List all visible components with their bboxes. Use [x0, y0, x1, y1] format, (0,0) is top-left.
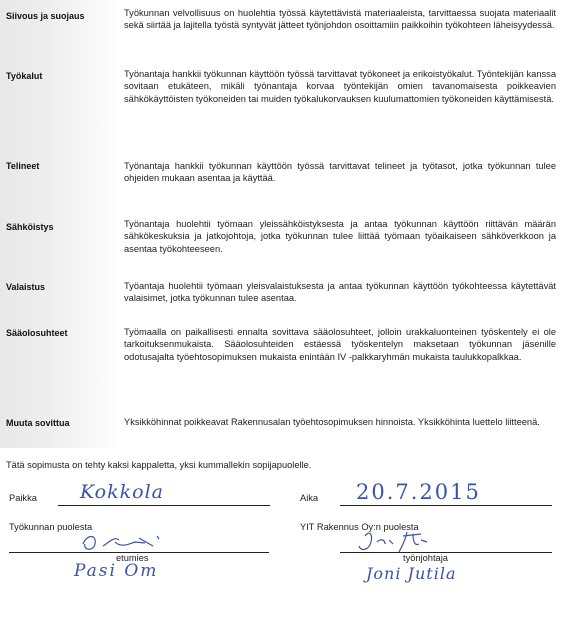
section-label-siivous: Siivous ja suojaus	[6, 11, 85, 21]
section-label-sahkoistys: Sähköistys	[6, 222, 54, 232]
section-label-muuta: Muuta sovittua	[6, 418, 70, 428]
role-right: työnjohtaja	[403, 553, 448, 563]
section-text-tyokalut: Työnantaja hankkii työkunnan käyttöön työssä tarvittavat työkoneet ja erikoistyökalut. Työntekijän kanssa sovitaan etukäteen, mikäli työnantaja korvaa työntekijän omien tavanomaisesta poikkeavien sähkökäyttöisten työkoneiden tai muiden työkalukorvauksen kuulumattomien työkoneiden käyttämisestä.	[124, 69, 556, 104]
section-text-muuta: Yksikköhinnat poikkeavat Rakennusalan työehtosopimuksen hinnoista. Yksikköhinta luettelo liitteenä.	[124, 417, 540, 427]
date-line	[340, 505, 552, 506]
party-left: Työkunnan puolesta	[9, 522, 93, 532]
place-line	[58, 505, 270, 506]
section-text-telineet: Työnantaja hankkii työkunnan käyttöön työssä tarvittavat telineet ja työtasot, jotka työkunnan tulee ohjeiden mukaan asentaa ja käyttää.	[124, 161, 556, 184]
section-label-valaistus: Valaistus	[6, 282, 46, 292]
section-label-saaolosuhteet: Sääolosuhteet	[6, 328, 68, 338]
date-value: 20.7.2015	[356, 480, 481, 504]
signer-right: Joni Jutila	[366, 564, 457, 583]
section-text-saaolosuhteet: Työmaalla on paikallisesti ennalta sovittava sääolosuhteet, jolloin urakkaluonteinen työskentely ei ole tarkoituksenmukaista. Sääolosuhteiden estäessä työskentelyn maksetaan työkunnan jäsenille odotusajalta työehtosopimuksen mukaista enintään IV -palkkaryhmän mukaista taulukkopalkkaa.	[124, 327, 556, 362]
agreement-note: Tätä sopimusta on tehty kaksi kappaletta, yksi kummallekin sopijapuolelle.	[6, 460, 312, 470]
section-label-telineet: Telineet	[6, 161, 40, 171]
date-label: Aika	[300, 493, 319, 503]
section-text-sahkoistys: Työnantaja huolehtii työmaan yleissähköistyksesta ja antaa työkunnan käyttöön riittävän määrän sähkökeskuksia ja jatkojohtoja, jotka työkunnan tulee liittää työmaan työaikaiseen sähköverkkoon ja asentaa työkohteeseen.	[124, 219, 556, 254]
signer-left: Pasi Om	[74, 561, 159, 581]
place-label: Paikka	[9, 493, 37, 503]
place-value: Kokkola	[80, 481, 164, 503]
party-right: YIT Rakennus Oy:n puolesta	[300, 522, 419, 532]
section-text-valaistus: Työantaja huolehtii työmaan yleisvalaistuksesta ja antaa työkunnan käyttöön työkohteessa käytettävät valaisimet, jotka työkunnan tulee asentaa.	[124, 281, 556, 304]
role-left: etumies	[116, 553, 149, 563]
section-label-tyokalut: Työkalut	[6, 71, 43, 81]
section-text-siivous: Työkunnan velvollisuus on huolehtia työssä käytettävistä materiaaleista, tarvittaessa suojata materiaalit sekä siirtää ja lajitella työstä syntyvät jätteet työnjohdon osoittamiin paikkoihin työkohteen läheisyydessä.	[124, 8, 556, 31]
